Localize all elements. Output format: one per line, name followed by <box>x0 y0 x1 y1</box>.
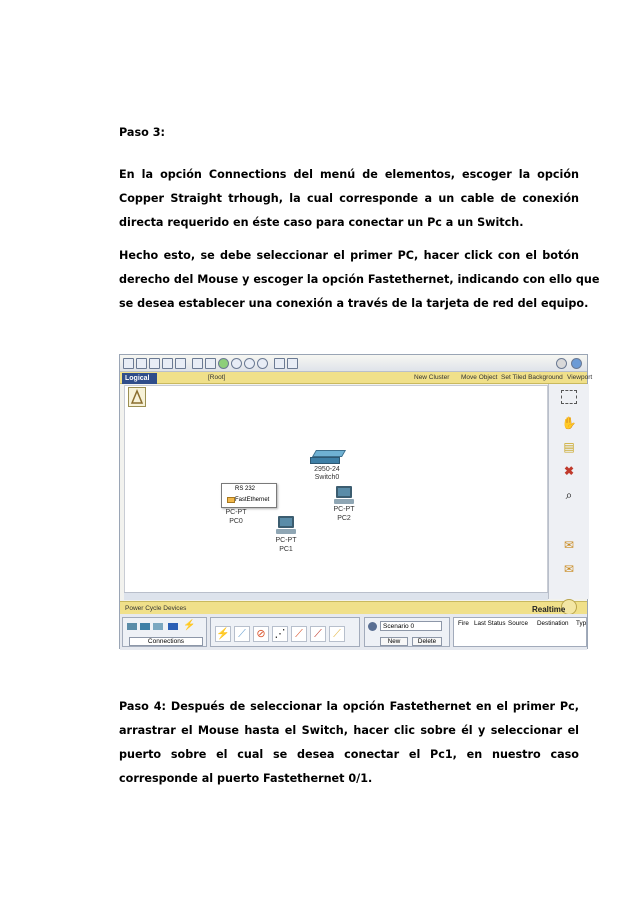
popup-item-rs232[interactable]: RS 232 <box>235 486 256 492</box>
console-cable-icon[interactable]: ⟋ <box>234 626 250 642</box>
root-label[interactable]: [Root] <box>208 374 226 381</box>
select-icon[interactable] <box>561 390 577 404</box>
common-tools-bar <box>548 384 589 599</box>
automatic-connection-icon[interactable]: ⚡ <box>216 628 230 640</box>
delete-scenario-button[interactable]: Delete <box>412 637 442 646</box>
zoom-out-icon[interactable] <box>257 358 268 369</box>
custom-device-icon[interactable] <box>287 358 298 369</box>
paso3-paragraph-1 <box>119 163 579 235</box>
pc1-type-label: PC-PT <box>275 537 297 544</box>
power-cycle-devices-button[interactable]: Power Cycle Devices <box>125 605 187 612</box>
paso4-paragraph <box>119 695 579 791</box>
fiber-cable-icon[interactable]: ⟋ <box>291 626 307 642</box>
main-toolbar <box>120 355 587 372</box>
new-file-icon[interactable] <box>123 358 134 369</box>
switch-icon[interactable] <box>310 450 344 464</box>
connections-label: Connections <box>129 637 203 646</box>
wizard-icon[interactable] <box>175 358 186 369</box>
realtime-tab[interactable]: Realtime <box>532 605 566 614</box>
port-select-popup <box>221 483 277 508</box>
workspace-bar <box>120 372 593 384</box>
simulation-bar <box>120 601 587 614</box>
popup-item-fastethernet[interactable] <box>225 496 269 505</box>
note-icon[interactable]: ▤ <box>563 440 575 454</box>
connection-types-strip <box>210 617 360 647</box>
copper-straight-through-icon[interactable]: ⊘ <box>253 626 269 642</box>
coaxial-cable-icon[interactable]: ⟋ <box>329 626 345 642</box>
pdu-col-source: Source <box>508 620 528 627</box>
paso3-p1-line-2: Copper Straight trhough, la cual corresponde a un cable de conexión <box>119 192 579 205</box>
copper-cross-over-icon[interactable]: ⋰ <box>272 626 288 642</box>
pc2-type-label: PC-PT <box>333 506 355 513</box>
pdu-col-last-status: Last Status <box>474 620 506 627</box>
phone-cable-icon[interactable]: ⟋ <box>310 626 326 642</box>
paso3-p2-line-1: Hecho esto, se debe seleccionar el primer PC, hacer click con el botón <box>119 249 579 262</box>
pdu-col-type: Typ <box>576 620 587 627</box>
popup-item-fastethernet-label: FastEthernet <box>235 497 270 503</box>
paso4-line-1: Paso 4: Después de seleccionar la opción Fastethernet en el primer Pc, <box>119 700 579 713</box>
zoom-reset-icon[interactable] <box>244 358 255 369</box>
paso3-p2-line-3: se desea establecer una conexión a través de la tarjeta de red del equipo. <box>119 297 589 310</box>
switch-name-label: Switch0 <box>314 474 340 481</box>
pdu-list-table <box>453 617 587 647</box>
new-cluster-button[interactable]: New Cluster <box>414 374 450 381</box>
simple-pdu-icon[interactable]: ✉ <box>563 538 575 552</box>
packet-tracer-screenshot <box>119 354 593 649</box>
switch-model-label: 2950-24 <box>314 466 340 473</box>
pdu-col-fire: Fire <box>458 620 469 627</box>
pdu-col-destination: Destination <box>537 620 569 627</box>
switch-category-icon[interactable] <box>140 623 150 630</box>
paso4-line-4: corresponde al puerto Fastethernet 0/1. <box>119 772 373 785</box>
complex-pdu-icon[interactable]: ✉ <box>563 562 575 576</box>
paso3-heading <box>119 121 579 145</box>
device-type-selector <box>122 617 207 647</box>
device-selection-area <box>120 614 587 650</box>
logical-tab[interactable]: Logical <box>122 373 157 384</box>
logical-workspace-canvas[interactable] <box>124 385 548 597</box>
paso3-paragraph-2 <box>119 244 600 316</box>
pc0-type-label: PC-PT <box>225 509 247 516</box>
palette-icon[interactable] <box>274 358 285 369</box>
print-icon[interactable] <box>162 358 173 369</box>
pc2-name-label: PC2 <box>337 515 351 522</box>
scenario-info-icon[interactable] <box>368 622 377 631</box>
navigation-icon[interactable] <box>128 387 146 407</box>
new-scenario-button[interactable]: New <box>380 637 408 646</box>
copy-icon[interactable] <box>192 358 203 369</box>
inspect-icon[interactable]: ⌕ <box>565 488 573 502</box>
paso3-p1-line-3: directa requerido en éste caso para conectar un Pc a un Switch. <box>119 216 524 229</box>
delete-icon[interactable]: ✖ <box>563 464 575 478</box>
save-icon[interactable] <box>149 358 160 369</box>
open-file-icon[interactable] <box>136 358 147 369</box>
paso4-line-2: arrastrar el Mouse hasta el Switch, hacer clic sobre él y seleccionar el <box>119 724 579 737</box>
viewport-button[interactable]: Viewport <box>567 374 593 381</box>
scenario-select[interactable]: Scenario 0 <box>380 621 442 631</box>
paso3-p1-line-1: En la opción Connections del menú de elementos, escoger la opción <box>119 168 579 181</box>
pc2-icon[interactable] <box>334 486 354 504</box>
pc1-name-label: PC1 <box>279 546 293 553</box>
help-icon[interactable] <box>571 358 582 369</box>
connections-category-icon[interactable]: ⚡ <box>183 620 196 631</box>
horizontal-scrollbar[interactable] <box>124 592 548 600</box>
paso3-heading-text: Paso 3: <box>119 126 165 139</box>
move-object-button[interactable]: Move Object <box>461 374 498 381</box>
hand-move-icon[interactable]: ✋ <box>561 416 577 430</box>
zoom-in-icon[interactable] <box>231 358 242 369</box>
paso4-line-3: puerto sobre el cual se desea conectar el Pc1, en nuestro caso <box>119 748 579 761</box>
paso3-p2-line-2: derecho del Mouse y escoger la opción Fastethernet, indicando con ello que <box>119 273 600 286</box>
undo-icon[interactable] <box>218 358 229 369</box>
info-icon[interactable] <box>556 358 567 369</box>
wireless-category-icon[interactable] <box>168 623 178 630</box>
paste-icon[interactable] <box>205 358 216 369</box>
pc0-name-label: PC0 <box>229 518 243 525</box>
pc1-icon[interactable] <box>276 516 296 534</box>
hub-category-icon[interactable] <box>153 623 163 630</box>
ethernet-port-icon <box>227 497 235 503</box>
set-tiled-background-button[interactable]: Set Tiled Background <box>501 374 563 381</box>
router-category-icon[interactable] <box>127 623 137 630</box>
scenario-panel <box>364 617 450 647</box>
